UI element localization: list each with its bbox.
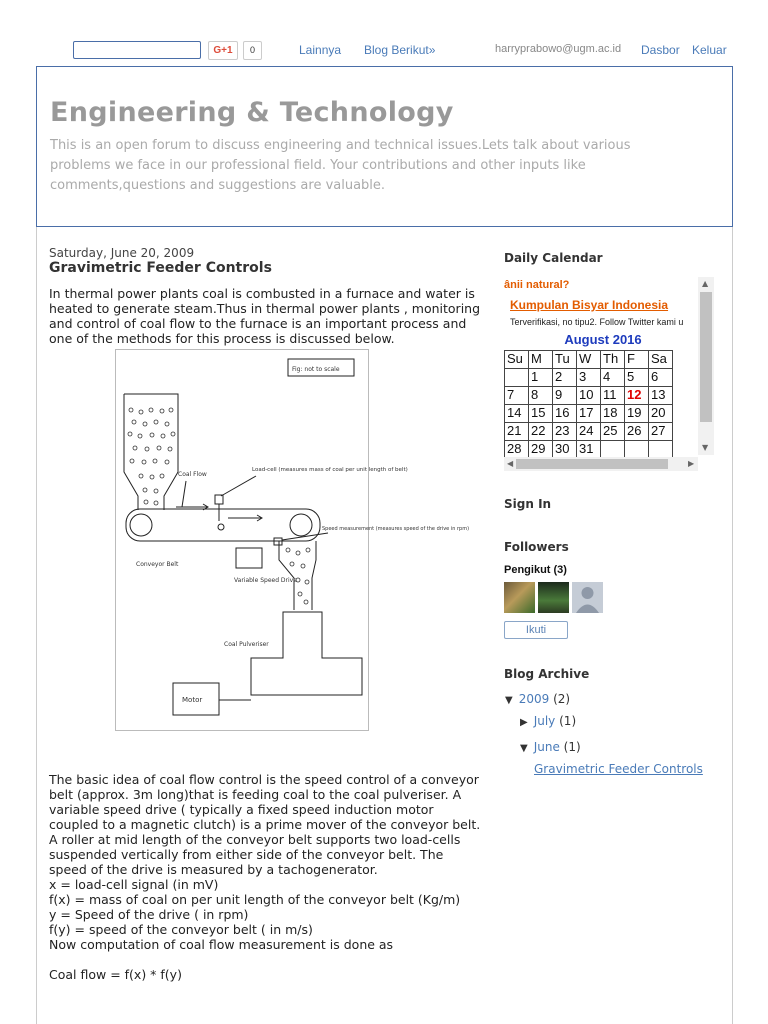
day-cell: 20 [649,405,673,423]
post-title[interactable]: Gravimetric Feeder Controls [49,260,272,276]
blog-description: This is an open forum to discuss engineering and technical issues.Lets talk about various problems we face in our professional field. Your contributions and other inputs like comments,questions and suggestions are valuable. [50,138,631,193]
day-cell: 22 [529,423,553,441]
navbar-search-input[interactable] [73,41,201,59]
next-blog-link[interactable]: Blog Berikut» [364,43,436,57]
archive-month-june[interactable] [520,740,581,754]
post-intro: In thermal power plants coal is combusted in a furnace and water is heated to generate steam.Thus in thermal power plants , monitoring and control of coal flow to the furnace is an important process and one of the methods for this process is discussed below. [49,286,481,346]
day-cell: 16 [553,405,577,423]
day-cell: 10 [577,387,601,405]
day-cell: 15 [529,405,553,423]
today-cell: 12 [625,387,649,405]
post-body-line: speed of the drive is measured by a tachogenerator. [49,862,378,877]
day-cell: 21 [505,423,529,441]
post-body-line: f(x) = mass of coal on per unit length of the conveyor belt (Kg/m) [49,892,461,907]
day-cell: 17 [577,405,601,423]
day-cell [649,441,673,459]
load-cell-label: Load-cell (measures mass of coal per unit length of belt) [252,467,408,473]
day-cell: 26 [625,423,649,441]
expanded-triangle-icon[interactable]: ▼ [505,695,513,706]
scroll-up-arrow-icon[interactable]: ▲ [702,279,709,288]
post-figure[interactable] [115,349,470,731]
post-body-line: Now computation of coal flow measurement is done as [49,937,394,952]
day-cell [625,441,649,459]
post-body-formula: Coal flow = f(x) * f(y) [49,967,182,982]
scroll-right-arrow-icon[interactable]: ▶ [688,459,695,468]
scroll-down-arrow-icon[interactable]: ▼ [702,443,709,452]
expanded-triangle-icon[interactable]: ▼ [520,743,528,754]
post-body-line: The basic idea of coal flow control is the speed control of a conveyor [49,772,479,787]
left-roller [130,514,152,536]
day-cell: 27 [649,423,673,441]
archive-year-link[interactable]: 2009 [518,692,550,706]
blog-title[interactable]: Engineering & Technology [50,97,454,128]
weekday-cell: W [577,351,601,369]
variable-speed-drive-box [236,548,262,568]
post-body-line: x = load-cell signal (in mV) [49,877,219,892]
calendar-grid [504,350,673,459]
dashboard-link[interactable]: Dasbor [641,43,680,57]
archive-month-link[interactable]: July [533,714,556,728]
day-cell: 25 [601,423,625,441]
post-body-line: variable speed drive ( typically a fixed speed induction motor [49,802,434,817]
speed-measurement-label: Speed measurement (measures speed of the drive in rpm) [322,526,470,532]
followers-heading: Followers [504,540,569,554]
day-cell: 23 [553,423,577,441]
archive-year-2009[interactable] [505,692,570,706]
day-cell: 1 [529,369,553,387]
vertical-scroll-thumb[interactable] [700,292,712,422]
day-cell: 28 [505,441,529,459]
post-body-line: A roller at mid length of the conveyor belt supports two load-cells [49,832,461,847]
calendar-widget-question: ânii natural? [504,279,570,291]
conveyor-belt-label: Conveyor Belt [136,561,179,568]
gplus-count: 0 [243,41,262,60]
mid-roller [218,524,224,530]
archive-month-link[interactable]: June [533,740,560,754]
day-cell: 29 [529,441,553,459]
day-cell: 18 [601,405,625,423]
scroll-left-arrow-icon[interactable]: ◀ [507,459,514,468]
day-cell: 24 [577,423,601,441]
signin-heading[interactable]: Sign In [504,497,552,511]
pulveriser-outline [251,612,362,695]
weekday-cell: Tu [553,351,577,369]
gravimetric-feeder-diagram [116,350,470,730]
calendar-widget-subtitle: Terverifikasi, no tipu2. Follow Twitter kami u [510,317,684,327]
follower-avatar[interactable] [504,582,535,613]
archive-month-july[interactable] [520,714,576,728]
post-body [49,772,489,982]
followers-count: Pengikut (3) [504,564,567,576]
follow-button[interactable]: Ikuti [504,621,568,639]
day-cell: 3 [577,369,601,387]
post-body-line: belt (approx. 3m long)that is feeding coal to the coal pulveriser. A [49,787,462,802]
day-cell: 30 [553,441,577,459]
post-body-line: suspended vertically from either side of the conveyor belt. The [49,847,444,862]
post-body-line [49,952,489,967]
post-date: Saturday, June 20, 2009 [49,246,195,260]
logout-link[interactable]: Keluar [692,43,727,57]
weekday-cell: Su [505,351,529,369]
weekday-cell: M [529,351,553,369]
hopper-left [124,394,138,510]
chute-right [312,541,316,610]
load-cell [215,495,223,504]
calendar-heading: Daily Calendar [504,251,603,265]
calendar-horizontal-scrollbar[interactable] [504,457,698,471]
blogger-navbar [0,0,768,66]
archive-month-count: (1) [563,740,581,754]
calendar-vertical-scrollbar[interactable] [698,277,714,455]
day-cell: 4 [601,369,625,387]
day-cell: 9 [553,387,577,405]
calendar-widget[interactable] [504,277,714,471]
archive-heading: Blog Archive [504,667,590,681]
day-cell: 14 [505,405,529,423]
right-roller [290,514,312,536]
day-cell: 8 [529,387,553,405]
gplus-button[interactable]: G+1 [208,41,238,60]
collapsed-triangle-icon[interactable]: ▶ [520,717,528,728]
archive-year-count: (2) [553,692,571,706]
post-body-line: coupled to a magnetic clutch) is a prime mover of the conveyor belt. [49,817,481,832]
follower-avatar[interactable] [538,582,569,613]
day-cell: 2 [553,369,577,387]
horizontal-scroll-thumb[interactable] [516,459,668,469]
figure-note-label: Fig: not to scale [292,366,340,373]
variable-speed-drive-label: Variable Speed Drive [234,577,297,584]
calendar-widget-link[interactable]: Kumpulan Bisyar Indonesia [510,298,669,312]
day-cell: 7 [505,387,529,405]
day-cell [505,369,529,387]
day-cell: 13 [649,387,673,405]
day-cell: 11 [601,387,625,405]
day-cell: 19 [625,405,649,423]
weekday-cell: Th [601,351,625,369]
day-cell: 31 [577,441,601,459]
post-body-line: y = Speed of the drive ( in rpm) [49,907,249,922]
calendar-month: August 2016 [564,332,642,347]
motor-label: Motor [182,696,203,704]
weekday-cell: F [625,351,649,369]
blog-header [36,66,733,227]
user-email: harryprabowo@ugm.ac.id [495,43,622,55]
post-body-line: f(y) = speed of the conveyor belt ( in m/s) [49,922,313,937]
archive-month-count: (1) [559,714,577,728]
user-silhouette-icon [572,582,603,613]
archive-post-link[interactable]: Gravimetric Feeder Controls [534,762,703,776]
weekday-cell: Sa [649,351,673,369]
coal-flow-label: Coal Flow [178,471,207,478]
follower-avatar-default[interactable] [572,582,603,613]
coal-pulveriser-label: Coal Pulveriser [224,641,269,648]
day-cell [601,441,625,459]
day-cell: 6 [649,369,673,387]
more-link[interactable]: Lainnya [299,43,342,57]
day-cell: 5 [625,369,649,387]
